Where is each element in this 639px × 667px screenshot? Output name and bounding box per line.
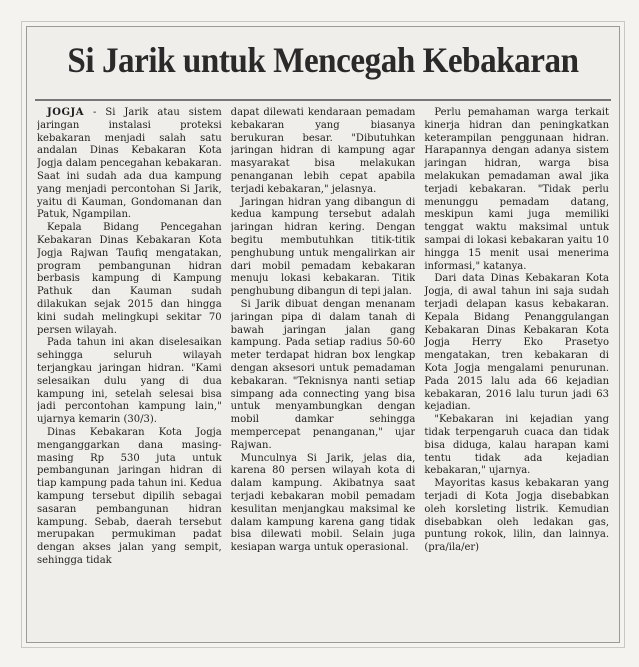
article-paragraph: Kepala Bidang Pencegahan Kebakaran Dinas Kebakaran Kota Jogja Rajwan Taufiq mengatakan, program pembangunan hidran berbasis kampung di Kampung Pathuk dan Kauman sudah dilakukan sejak 2015 dan hingga kini sudah melingkupi sekitar 70 persen wilayah. [37,222,222,336]
article-paragraph: Dari data Dinas Kebakaran Kota Jogja, di awal tahun ini saja sudah terjadi delapan kasus kebakaran. Kepala Bidang Penanggulangan Kebakaran Dinas Kebakaran Kota Jogja Herry Eko Prasetyo mengatakan, tren kebakaran di Kota Jogja mengalami penurunan. Pada 2015 lalu ada 66 kejadian kebakaran, 2016 lalu turun jadi 63 kejadian. [424,273,610,413]
article-paragraph: Si Jarik dibuat dengan menanam jaringan pipa di dalam tanah di bawah jaringan jalan gang kampung. Pada setiap radius 50-60 meter terdapat hidran box lengkap dengan aksesori untuk pemadaman kebakaran. "Teknisnya nanti setiap simpang ada connecting yang bisa untuk menyambungkan dengan mobil damkar sehingga mempercepat penanganan," ujar Rajwan. [230,298,416,451]
article-paragraph: "Kebakaran ini kejadian yang tidak terpengaruh cuaca dan tidak bisa diduga, kalau harapan kami tentu tidak ada kejadian kebakaran," ujarnya. [424,414,610,477]
article-paragraph: Jaringan hidran yang dibangun di kedua kampung tersebut adalah jaringan hidran kering. Dengan begitu membutuhkan titik-titik penghubung untuk mengalirkan air dari mobil pemadam kebakaran menuju lokasi kebakaran. Titik penghubung dibangun di tepi jalan. [230,196,416,298]
article-paragraph: Pada tahun ini akan diselesaikan sehingga seluruh wilayah terjangkau jaringan hidran. "Kami selesaikan dulu yang di dua kampung ini, setelah selesai bisa jadi percontohan kampung lain," ujarnya kemarin (30/3). [37,337,222,426]
article-frame [26,26,620,643]
article-paragraph: JOGJA - Si Jarik atau sistem jaringan instalasi proteksi kebakaran menjadi salah satu andalan Dinas Kebakaran Kota Jogja dalam pencegahan kebakaran. Saat ini sudah ada dua kampung yang menjadi percontohan Si Jarik, yaitu di Kauman, Gondomanan dan Patuk, Ngampilan. [37,107,222,221]
article-paragraph: Mayoritas kasus kebakaran yang terjadi di Kota Jogja disebabkan oleh korsleting listrik. Kemudian disebabkan oleh ledakan gas, puntung rokok, lilin, dan lainnya. (pra/ila/er) [424,478,610,554]
article-paragraph: dapat dilewati kendaraan pemadam kebakaran yang biasanya berukuran besar. "Dibutuhkan jaringan hidran di kampung agar masyarakat bisa melakukan penanganan lebih cepat apabila terjadi kebakaran," jelasnya. [230,107,416,195]
article-column-3 [424,107,609,635]
article-headline: Si Jarik untuk Mencegah Kebakaran [67,40,579,80]
article-paragraph: Perlu pemahaman warga terkait kinerja hidran dan peningkatkan keterampilan penggunaan hidran. Harapannya dengan adanya sistem jaringan hidran, warga bisa melakukan pemadaman awal jika terjadi kebakaran. "Tidak perlu menunggu pemadam datang, meskipun kami juga memiliki tenggat waktu maksimal untuk sampai di lokasi kebakaran yaitu 10 hingga 15 menit usai menerima informasi," katanya. [424,107,610,272]
article-column-1 [37,107,222,635]
article-paragraph: Munculnya Si Jarik, jelas dia, karena 80 persen wilayah kota di dalam kampung. Akibatnya saat terjadi kebakaran mobil pemadam kesulitan menjangkau maksimal ke dalam kampung karena gang tidak bisa dilewati mobil. Selain juga kesiapan warga untuk operasional. [230,452,416,554]
article-paragraph: Dinas Kebakaran Kota Jogja menganggarkan dana masing-masing Rp 530 juta untuk pembangunan jaringan hidran di tiap kampung pada tahun ini. Kedua kampung tersebut dipilih sebagai sasaran pembangunan hidran kampung. Sebab, daerah tersebut merupakan permukiman padat dengan akses jalan yang sempit, sehingga tidak [37,426,222,566]
headline-rule [35,99,611,101]
article-body [37,107,609,635]
dateline: JOGJA [47,107,84,118]
article-column-2 [231,107,416,635]
